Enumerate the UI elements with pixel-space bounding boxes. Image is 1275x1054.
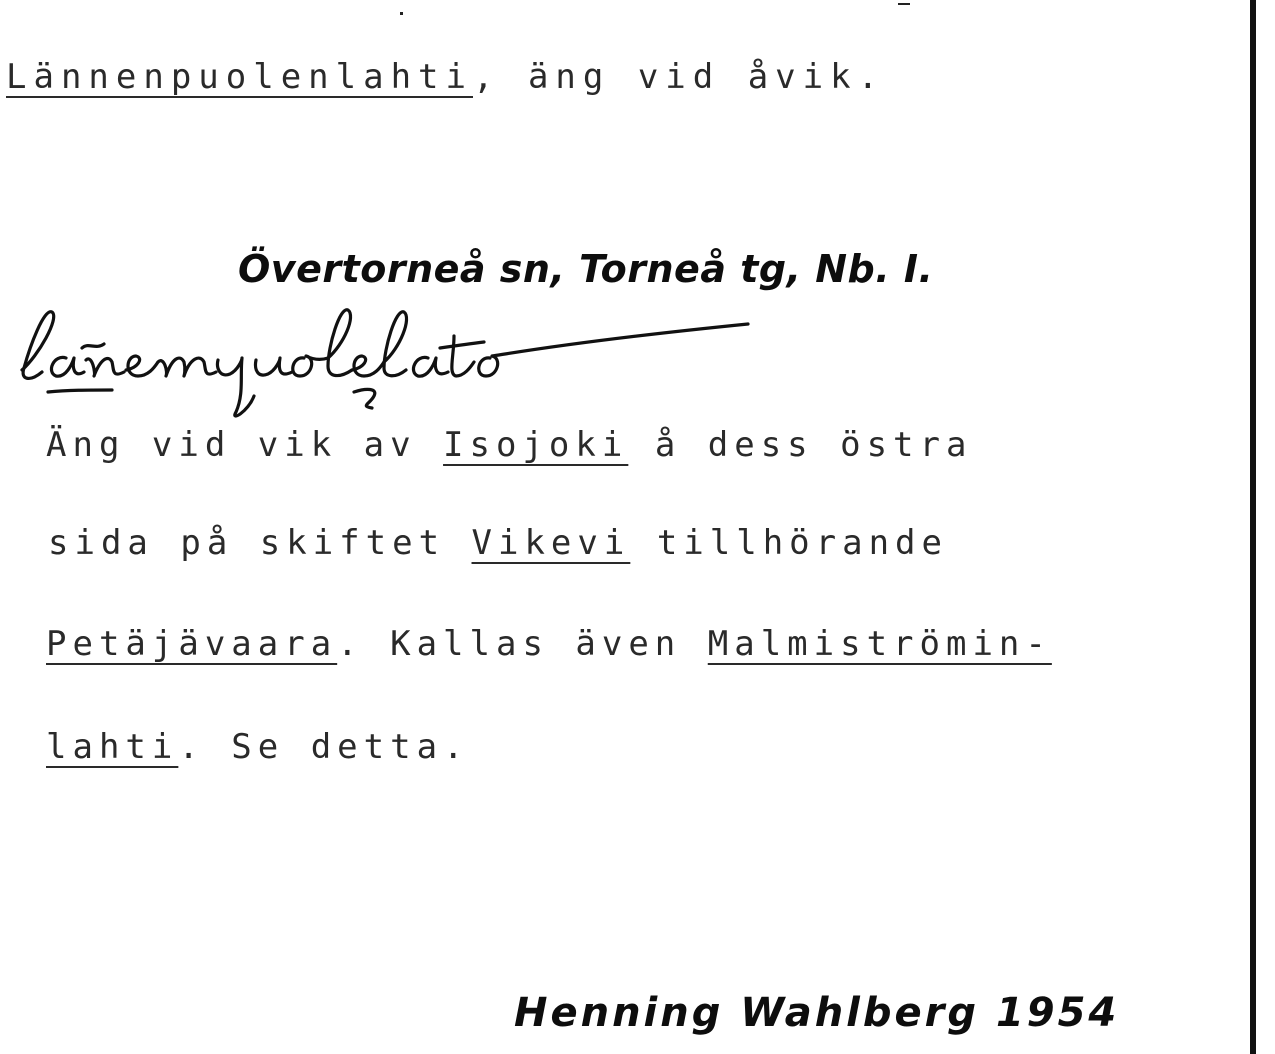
scan-speck [400, 12, 403, 15]
body-text: Äng vid vik av [46, 425, 444, 465]
cross-reference-petajavaara: Petäjävaara [46, 624, 338, 664]
place-name: Lännenpuolenlahti [6, 57, 473, 97]
parish-stamp: Övertorneå sn, Torneå tg, Nb. I. [238, 247, 934, 291]
body-text: sida på skiftet [48, 523, 472, 563]
body-text: å dess östra [628, 425, 973, 465]
card-edge-border [1250, 0, 1256, 1054]
body-line-2 [48, 523, 948, 563]
body-line-1 [46, 425, 973, 465]
cross-reference-isojoki: Isojoki [443, 425, 629, 465]
body-line-4 [46, 727, 470, 767]
body-line-3 [46, 624, 1052, 664]
place-name-heading [6, 57, 886, 97]
scan-speck [898, 3, 910, 5]
body-text: . Se detta. [178, 727, 470, 767]
body-text: . Kallas även [337, 624, 708, 664]
cross-reference-malmistrominlahti: Malmiströmin- [707, 624, 1052, 664]
body-text: tillhörande [630, 523, 948, 563]
cross-reference-lahti: lahti [46, 727, 179, 767]
handwritten-dialect-form [8, 296, 768, 426]
cross-reference-vikevi: Vikevi [471, 523, 631, 563]
collector-stamp: Henning Wahlberg 1954 [514, 990, 1120, 1036]
place-description: , äng vid åvik. [473, 57, 886, 97]
